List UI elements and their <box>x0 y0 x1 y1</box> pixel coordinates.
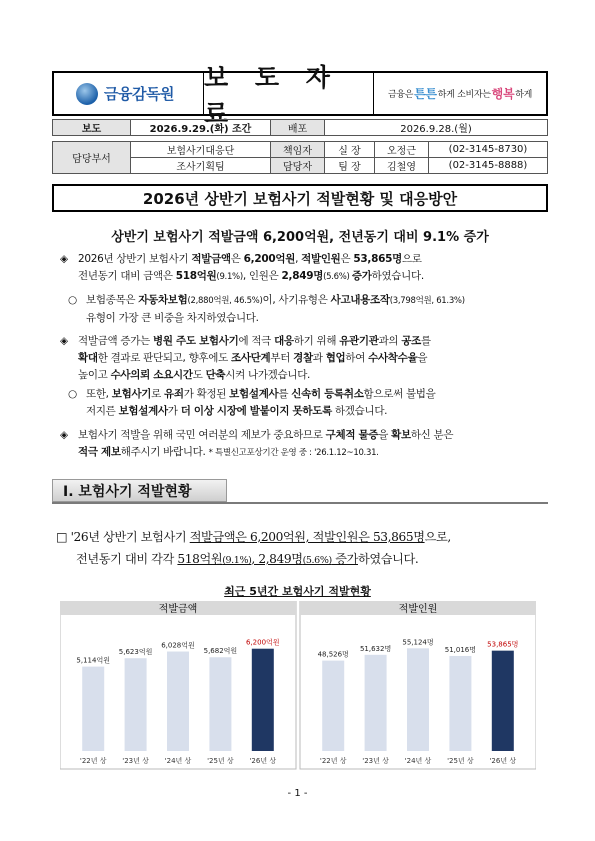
bar <box>365 655 387 751</box>
press-release-title: 보 도 자 료 <box>204 73 374 114</box>
fss-logo-icon <box>76 83 98 105</box>
dept-label: 담당부서 <box>53 142 131 174</box>
bullet-1: ◈ 2026년 상반기 보험사기 적발금액은 6,200억원, 적발인원은 53,865명으로 전년동기 대비 금액은 518억원(9.1%), 인원은 2,849명(5.6%) 증가하였습니다. <box>60 253 424 282</box>
slogan: 금융은 튼튼 하게 소비자는 행복 하게 <box>387 87 533 101</box>
data-label: 5,623억원 <box>118 648 153 657</box>
logo-text: 금융감독원 <box>104 86 174 103</box>
category-label: '23년 상 <box>362 757 389 765</box>
bar <box>252 649 274 751</box>
data-label: 53,865명 <box>487 640 519 649</box>
dept-name-2: 조사기획팀 <box>131 158 271 174</box>
fss-logo <box>54 73 204 114</box>
data-label: 55,124명 <box>402 638 434 647</box>
summary-paragraph: □ '26년 상반기 보험사기 적발금액은 6,200억원, 적발인원은 53,865명으로, 전년동기 대비 각각 518억원(9.1%), 2,849명(5.6%) 증가하였습니다. <box>56 530 451 566</box>
bullet-3: ◈ 보험사기 적발을 위해 국민 여러분의 제보가 중요하므로 구체적 물증을 확보하신 분은 적극 제보해주시기 바랍니다. * 특별신고포상기간 운영 중 : '26.1.12~10.31. <box>60 429 454 458</box>
dist-date: 2026.9.28.(월) <box>325 120 548 136</box>
data-label: 51,016명 <box>444 645 477 654</box>
staff-title: 팀 장 <box>325 158 375 174</box>
resp-title: 실 장 <box>325 142 375 158</box>
resp-phone: (02-3145-8730) <box>429 142 548 158</box>
category-label: '24년 상 <box>404 757 432 765</box>
circle-bullet-icon: ○ <box>68 294 77 306</box>
data-label: 48,526명 <box>317 650 349 659</box>
circle-bullet-icon: ○ <box>68 388 77 400</box>
main-title: 2026년 상반기 보험사기 적발현황 및 대응방안 <box>52 184 548 212</box>
chart-title: 최근 5년간 보험사기 적발현황 <box>224 585 371 598</box>
bar <box>407 648 429 751</box>
bar <box>125 658 147 751</box>
bar <box>492 651 514 751</box>
diamond-bullet-icon: ◈ <box>60 429 68 441</box>
staff-phone: (02-3145-8888) <box>429 158 548 174</box>
panel-title: 적발인원 <box>398 604 438 615</box>
panel-amount <box>60 601 296 769</box>
data-label: 6,200억원 <box>246 638 280 647</box>
category-label: '26년 상 <box>489 757 517 765</box>
category-label: '25년 상 <box>207 757 234 765</box>
press-header <box>52 62 548 128</box>
release-label: 보도 <box>53 120 131 136</box>
release-info-table <box>52 119 548 174</box>
data-label: 6,028억원 <box>161 641 195 650</box>
chart-panels <box>60 601 536 773</box>
sub-bullet-1: ○ 보험종목은 자동차보험(2,880억원, 46.5%)이, 사기유형은 사고내용조작(3,798억원, 61.3%) 유형이 가장 큰 비중을 차지하였습니다. <box>68 294 465 324</box>
diamond-bullet-icon: ◈ <box>60 335 68 347</box>
data-label: 5,682억원 <box>203 647 238 656</box>
category-label: '26년 상 <box>249 757 277 765</box>
data-label: 5,114억원 <box>76 656 110 665</box>
resp-name: 오정근 <box>375 142 429 158</box>
page-number: - 1 - <box>287 788 308 799</box>
bar <box>322 661 344 751</box>
section-label: Ⅰ. 보험사기 적발현황 <box>52 479 227 502</box>
staff-label: 담당자 <box>271 158 325 174</box>
bullet-2: ◈ 적발금액 증가는 병원 주도 보험사기에 적극 대응하기 위해 유관기관과의 공조를 확대한 결과로 판단되고, 향후에도 조사단계부터 경찰과 협업하여 수사착수율을 높이고 수사의뢰 소요시간도 단축시켜 나가겠습니다. <box>60 335 431 381</box>
section-header <box>52 479 548 504</box>
sub-bullet-2: ○ 또한, 보험사기로 유죄가 확정된 보험설계사를 신속히 등록취소함으로써 불법을 저지른 보험설계사가 더 이상 시장에 발붙이지 못하도록 하겠습니다. <box>68 388 436 417</box>
bar <box>82 667 104 751</box>
panel-title: 적발금액 <box>158 604 198 615</box>
category-label: '22년 상 <box>319 757 347 765</box>
category-label: '22년 상 <box>79 757 107 765</box>
resp-label: 책임자 <box>271 142 325 158</box>
sub-title: 상반기 보험사기 적발금액 6,200억원, 전년동기 대비 9.1% 증가 <box>111 230 489 245</box>
bar <box>449 656 471 751</box>
square-bullet-icon: □ <box>56 530 68 544</box>
data-label: 51,632명 <box>359 644 392 653</box>
dist-label: 배포 <box>271 120 325 136</box>
category-label: '25년 상 <box>447 757 474 765</box>
diamond-bullet-icon: ◈ <box>60 253 68 265</box>
bar <box>209 657 231 751</box>
bar <box>167 652 189 751</box>
category-label: '23년 상 <box>122 757 149 765</box>
staff-name: 김철영 <box>375 158 429 174</box>
panel-people <box>300 601 536 769</box>
category-label: '24년 상 <box>164 757 192 765</box>
release-date: 2026.9.29.(화) 조간 <box>131 120 271 136</box>
dept-name-1: 보험사기대응단 <box>131 142 271 158</box>
